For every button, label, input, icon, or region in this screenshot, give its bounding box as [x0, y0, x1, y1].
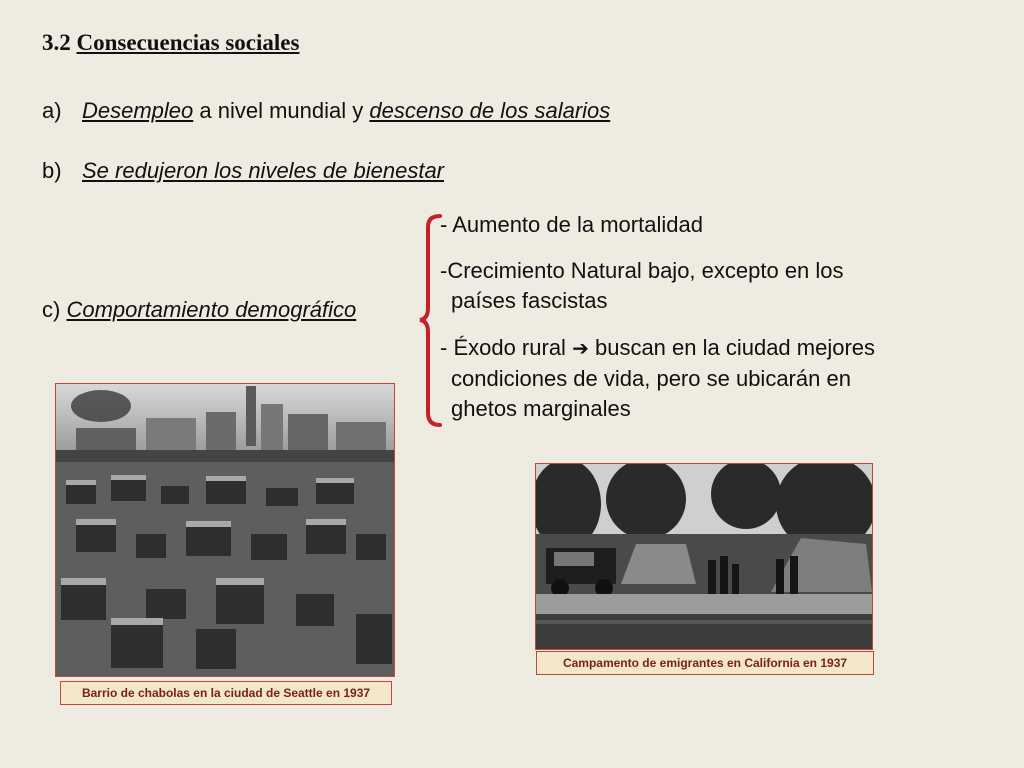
bullet-exodus-lead: - Éxodo rural: [440, 335, 566, 360]
item-a: [42, 98, 610, 124]
item-c: [42, 297, 356, 323]
caption-seattle: Barrio de chabolas en la ciudad de Seattle en 1937: [60, 681, 392, 705]
camp-image: [536, 464, 872, 649]
item-b-text: Se redujeron los niveles de bienestar: [82, 158, 445, 183]
title-text: Consecuencias sociales: [76, 30, 300, 55]
caption-california: Campamento de emigrantes en California en 1937: [536, 651, 874, 675]
photo-california-camp: [535, 463, 873, 650]
bullet-exodus-text: buscan en la ciudad mejores: [594, 335, 876, 360]
item-a-label: a): [42, 98, 62, 123]
item-a-mid: a nivel mundial y: [193, 98, 370, 123]
bullet-mortality: - Aumento de la mortalidad: [440, 212, 703, 237]
item-b: [42, 158, 444, 184]
curly-bracket-icon: [418, 213, 442, 428]
slide-title: [42, 30, 299, 56]
bullet-exodus: [440, 333, 875, 364]
item-a-underline-2: descenso de los salarios: [369, 98, 611, 123]
bullet-growth-cont: países fascistas: [451, 288, 608, 313]
bullet-exodus-cont-1: condiciones de vida, pero se ubicarán en: [451, 366, 851, 391]
bullet-exodus-cont-2: ghetos marginales: [451, 396, 631, 421]
photo-seattle-shantytown: [55, 383, 395, 677]
item-a-underline-1: Desempleo: [82, 98, 194, 123]
shantytown-image: [56, 384, 394, 676]
title-number: 3.2: [42, 30, 71, 55]
right-arrow-icon: ➔: [572, 338, 589, 360]
item-b-label: b): [42, 158, 62, 183]
item-c-label: c): [42, 297, 61, 322]
item-c-text: Comportamiento demográfico: [66, 297, 357, 322]
bullet-growth: -Crecimiento Natural bajo, excepto en los: [440, 258, 844, 283]
